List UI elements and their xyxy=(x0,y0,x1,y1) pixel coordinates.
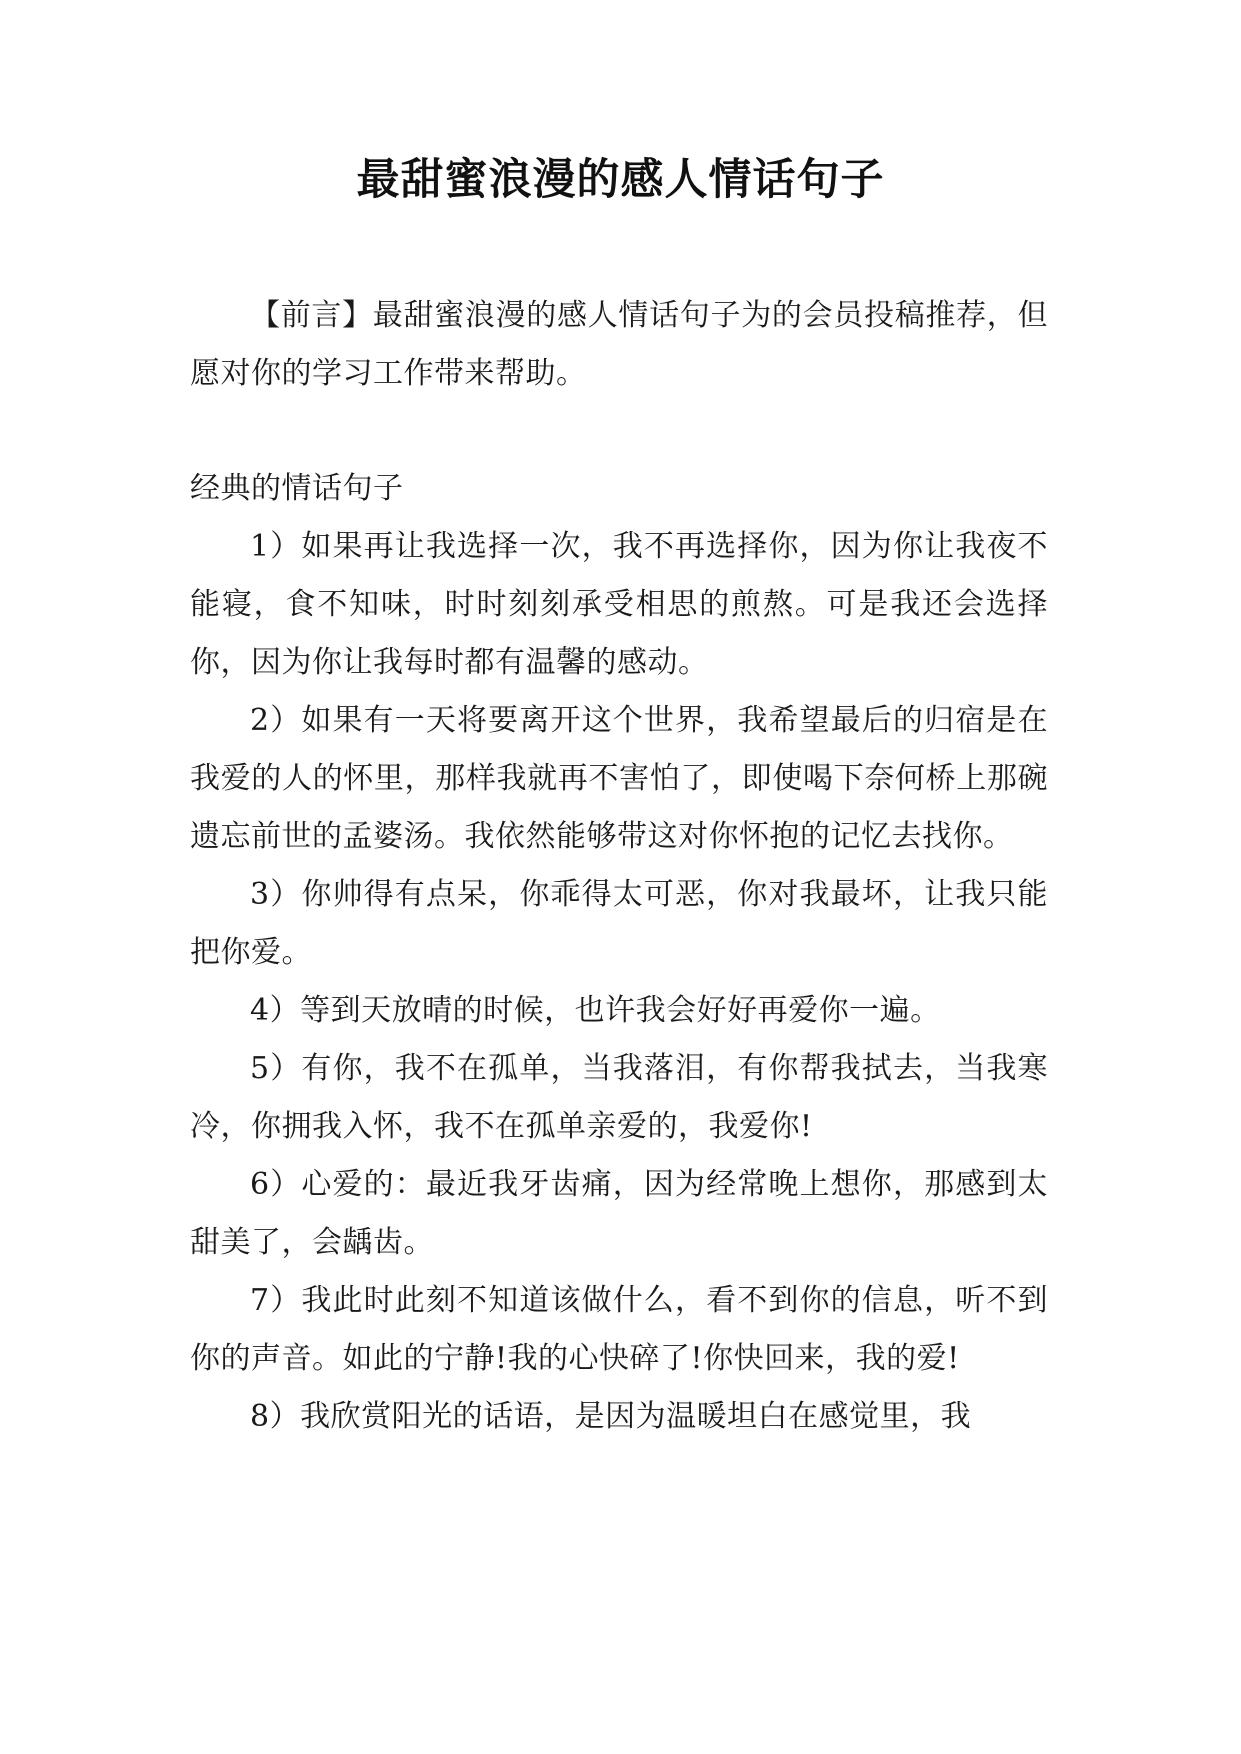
list-item: 4）等到天放晴的时候，也许我会好好再爱你一遍。 xyxy=(250,993,941,1028)
list-item: 5）有你，我不在孤单，当我落泪，有你帮我拭去，当我寒冷，你拥我入怀，我不在孤单亲爱的，我爱你! xyxy=(190,1051,1048,1144)
list-item: 6）心爱的：最近我牙齿痛，因为经常晚上想你，那感到太甜美了，会龋齿。 xyxy=(190,1167,1048,1260)
list-item: 8）我欣赏阳光的话语，是因为温暖坦白在感觉里，我 xyxy=(250,1399,972,1434)
list-item: 2）如果有一天将要离开这个世界，我希望最后的归宿是在我爱的人的怀里，那样我就再不害怕了，即使喝下奈何桥上那碗遗忘前世的孟婆汤。我依然能够带这对你怀抱的记忆去找你。 xyxy=(190,703,1048,854)
preface-paragraph: 【前言】最甜蜜浪漫的感人情话句子为的会员投稿推荐，但愿对你的学习工作带来帮助。 xyxy=(190,298,1048,391)
section-heading: 经典的情话句子 xyxy=(190,471,404,506)
item-list xyxy=(190,518,1048,1446)
list-item: 3）你帅得有点呆，你乖得太可恶，你对我最坏，让我只能把你爱。 xyxy=(190,877,1048,970)
list-item: 1）如果再让我选择一次，我不再选择你，因为你让我夜不能寝，食不知味，时时刻刻承受相思的煎熬。可是我还会选择你，因为你让我每时都有温馨的感动。 xyxy=(190,529,1048,680)
document-title: 最甜蜜浪漫的感人情话句子 xyxy=(356,155,885,205)
list-item: 7）我此时此刻不知道该做什么，看不到你的信息，听不到你的声音。如此的宁静!我的心快碎了!你快回来，我的爱! xyxy=(190,1283,1048,1376)
